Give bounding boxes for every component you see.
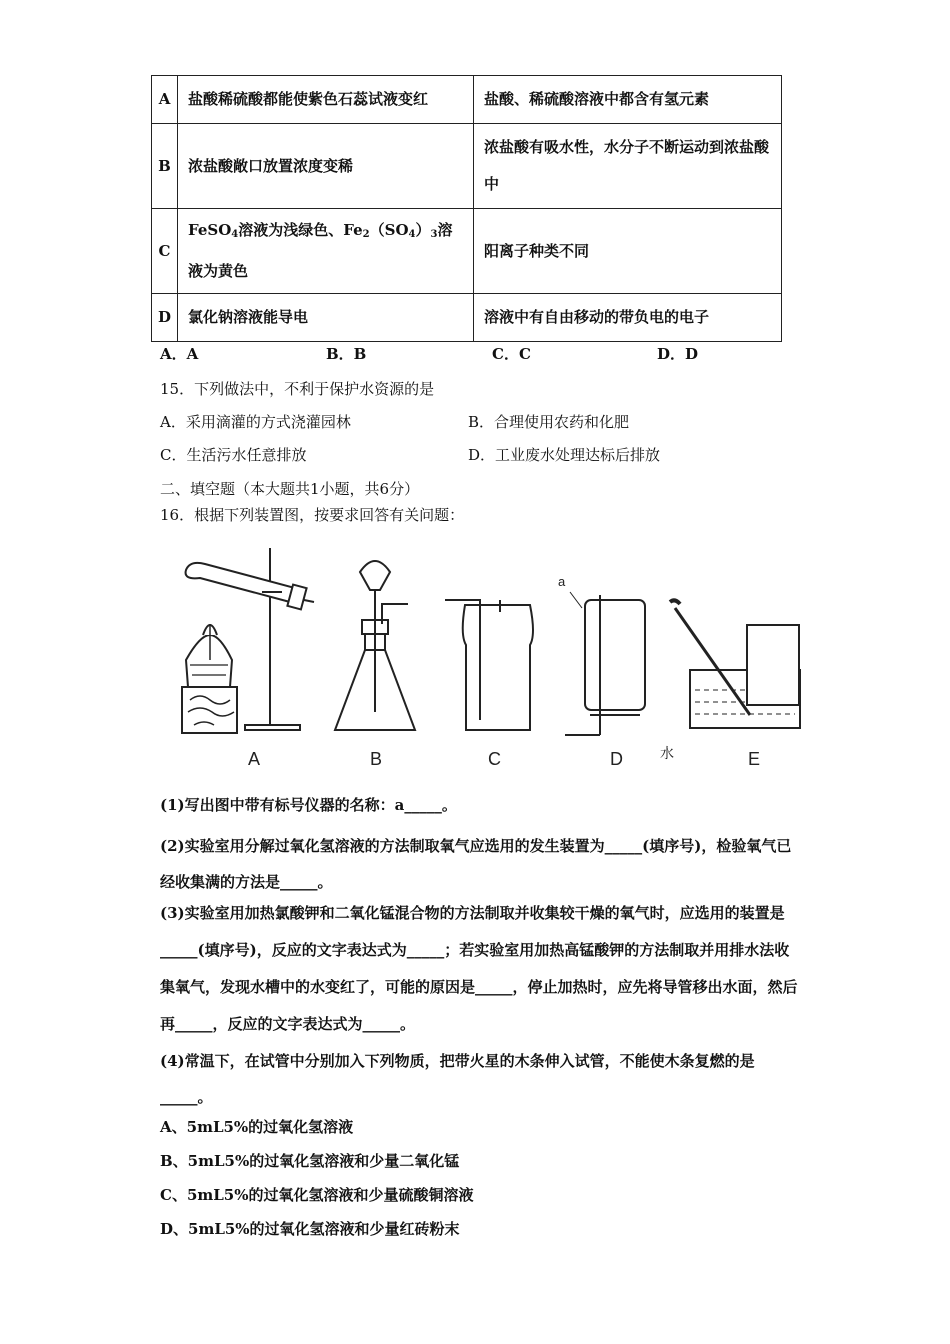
q14-option-b[interactable]: B．B bbox=[326, 345, 367, 363]
apparatus-d bbox=[565, 592, 645, 735]
apparatus-e bbox=[670, 600, 800, 728]
figure-water-label: 水 bbox=[660, 745, 674, 761]
row-phenomenon: 盐酸稀硫酸都能使紫色石蕊试液变红 bbox=[178, 76, 474, 124]
figure-label-a: A bbox=[248, 749, 261, 769]
q16-stem: 16．根据下列装置图，按要求回答有关问题： bbox=[160, 506, 465, 524]
q15-option-a[interactable]: A．采用滴灌的方式浇灌园林 bbox=[160, 413, 351, 431]
figure-label-b: B bbox=[370, 749, 383, 769]
q16-part-1: (1)写出图中带有标号仪器的名称：a_____。 bbox=[160, 796, 457, 814]
q15-option-c[interactable]: C．生活污水任意排放 bbox=[160, 446, 307, 464]
row-label: D bbox=[152, 294, 178, 342]
row-explanation: 阳离子种类不同 bbox=[474, 209, 782, 294]
q15-option-b[interactable]: B．合理使用农药和化肥 bbox=[468, 413, 630, 431]
row-phenomenon: 浓盐酸敞口放置浓度变稀 bbox=[178, 124, 474, 209]
q16-choice-c[interactable]: C、5mL5%的过氧化氢溶液和少量硫酸铜溶液 bbox=[160, 1186, 474, 1204]
q16-choice-a[interactable]: A、5mL5%的过氧化氢溶液 bbox=[160, 1118, 354, 1136]
row-phenomenon: FeSO$_4$溶液为浅绿色、$Fe_2(SO_4)_3$溶液为黄色 bbox=[178, 209, 474, 294]
table-row bbox=[152, 76, 782, 124]
table-row bbox=[152, 209, 782, 294]
row-label: B bbox=[152, 124, 178, 209]
q16-choice-b[interactable]: B、5mL5%的过氧化氢溶液和少量二氧化锰 bbox=[160, 1152, 460, 1170]
q16-part-2: (2)实验室用分解过氧化氢溶液的方法制取氧气应选用的发生装置为_____(填序号)，检验氧气已经收集满的方法是_____。 bbox=[160, 837, 792, 891]
apparatus-a bbox=[182, 548, 314, 733]
q14-option-d[interactable]: D．D bbox=[657, 345, 699, 363]
figure-tag-a: a bbox=[558, 574, 566, 589]
row-label: C bbox=[152, 209, 178, 294]
row-explanation: 盐酸、稀硫酸溶液中都含有氢元素 bbox=[474, 76, 782, 124]
q16-choice-d[interactable]: D、5mL5%的过氧化氢溶液和少量红砖粉末 bbox=[160, 1220, 460, 1238]
apparatus-b bbox=[335, 561, 415, 730]
q15-stem: 15．下列做法中，不利于保护水资源的是 bbox=[160, 380, 435, 398]
apparatus-c bbox=[445, 600, 533, 730]
q15-option-d[interactable]: D．工业废水处理达标后排放 bbox=[468, 446, 661, 464]
row-explanation: 浓盐酸有吸水性，水分子不断运动到浓盐酸中 bbox=[474, 124, 782, 209]
row-phenomenon: 氯化钠溶液能导电 bbox=[178, 294, 474, 342]
q16-part-3: (3)实验室用加热氯酸钾和二氧化锰混合物的方法制取并收集较干燥的氧气时，应选用的装置是_____(填序号)，反应的文字表达式为_____；若实验室用加热高锰酸钾的方法制取并用排水法收集氧气，发现水槽中的水变红了，可能的原因是_____，停止加热时，应先将导管移出水面，然后再_____，反应的文字表达式为_____。 bbox=[160, 904, 798, 1033]
apparatus-figure bbox=[170, 540, 810, 780]
figure-label-c: C bbox=[488, 749, 501, 769]
figure-label-d: D bbox=[610, 749, 623, 769]
table-row bbox=[152, 124, 782, 209]
figure-label-e: E bbox=[748, 749, 761, 769]
q16-part-4: (4)常温下，在试管中分别加入下列物质，把带火星的木条伸入试管，不能使木条复燃的是_____。 bbox=[160, 1052, 755, 1106]
row-label: A bbox=[152, 76, 178, 124]
q14-table bbox=[151, 75, 782, 342]
table-row bbox=[152, 294, 782, 342]
section-heading: 二、填空题（本大题共1小题，共6分） bbox=[160, 480, 420, 498]
row-explanation: 溶液中有自由移动的带负电的电子 bbox=[474, 294, 782, 342]
q14-option-a[interactable]: A．A bbox=[160, 345, 199, 363]
q14-option-c[interactable]: C．C bbox=[492, 345, 531, 363]
